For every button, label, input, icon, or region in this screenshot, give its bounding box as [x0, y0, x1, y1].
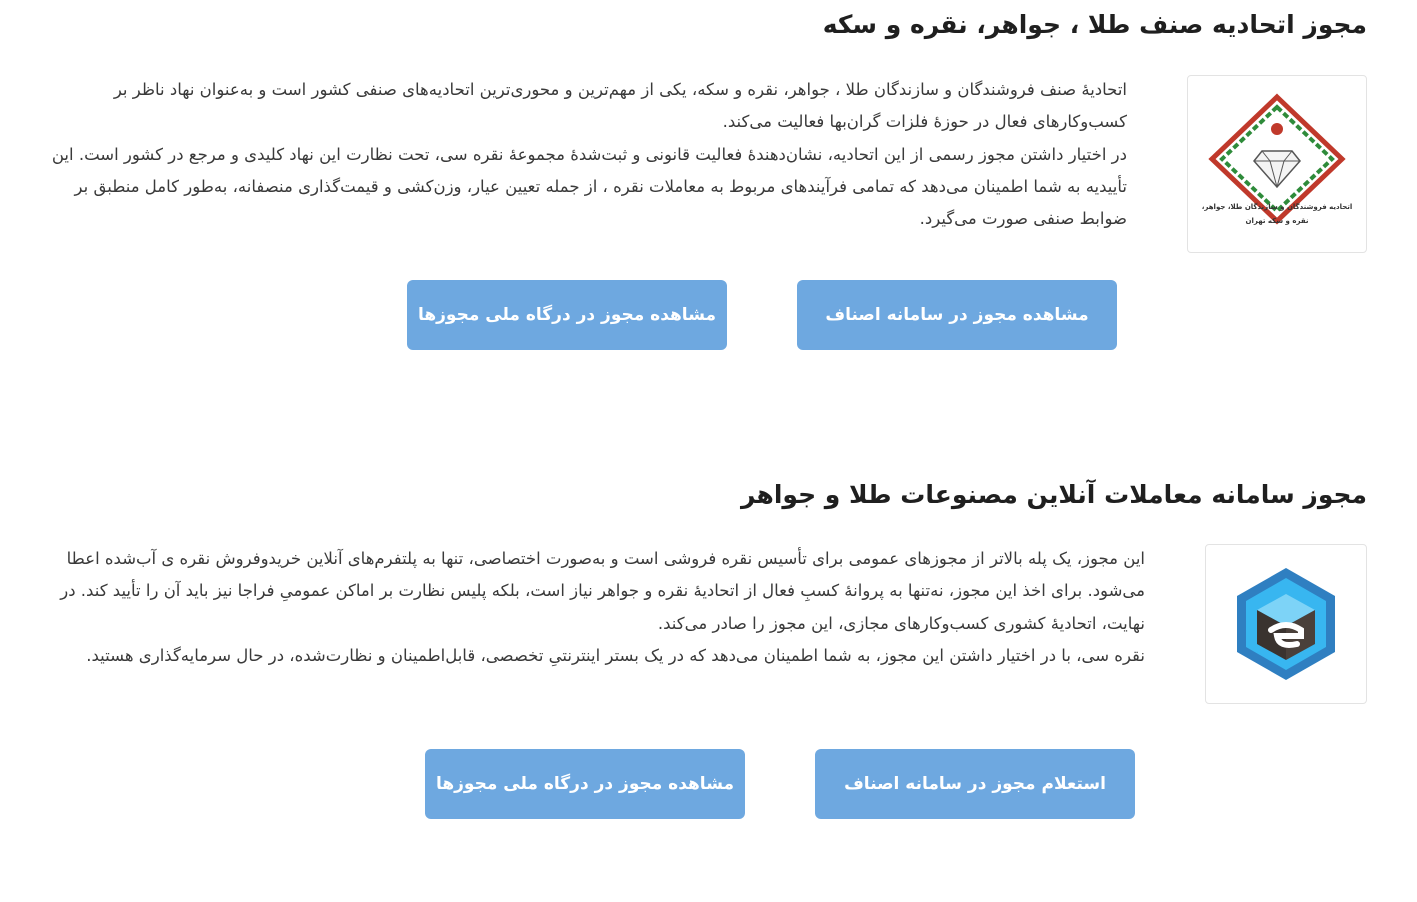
view-license-national-portal-button[interactable]: مشاهده مجوز در درگاه ملی مجوزها — [425, 749, 745, 819]
description-paragraph: در اختیار داشتن مجوز رسمی از این اتحادیه، نشان‌دهندهٔ فعالیت قانونی و ثبت‌شدهٔ مجموعهٔ نقره سی، تحت نظارت این نهاد کلیدی و مرجع در کشور است. این تأییدیه به شما اطمینان می‌دهد که تمامی فرآیندهای مربوط به معاملات نقره ، از جمله تعیین عیار، وزن‌کشی و قیمت‌گذاری منصفانه، به‌طور کامل منطبق بر ضوابط صنفی صورت می‌گیرد. — [51, 144, 1127, 229]
description-paragraph: نقره سی، با در اختیار داشتن این مجوز، به شما اطمینان می‌دهد که در یک بستر اینترنتیِ تخصصی، قابل‌اطمینان و نظارت‌شده، در حال سرمایه‌گذاری هستید. — [86, 645, 1145, 665]
view-license-asnaf-button[interactable]: مشاهده مجوز در سامانه اصناف — [797, 280, 1117, 350]
description-paragraph: اتحادیهٔ صنف فروشندگان و سازندگان طلا ، جواهر، نقره و سکه، یکی از مهم‌ترین و محوری‌ترین اتحادیه‌های صنفی کشور است و به‌عنوان نهاد ناظر بر کسب‌وکارهای فعال در حوزهٔ فلزات گران‌بها فعالیت می‌کند. — [113, 80, 1127, 132]
inquire-license-asnaf-button[interactable]: استعلام مجوز در سامانه اصناف — [815, 749, 1135, 819]
view-license-national-portal-button[interactable]: مشاهده مجوز در درگاه ملی مجوزها — [407, 280, 727, 350]
union-license-section — [0, 0, 1417, 420]
section-title: مجوز سامانه معاملات آنلاین مصنوعات طلا و جواهر — [740, 480, 1367, 509]
logo-caption-line1: اتحادیه فروشندگان و سازندگان طلا، جواهر، — [1201, 203, 1353, 211]
description-paragraph: این مجوز، یک پله بالاتر از مجوزهای عمومی برای تأسیس نقره فروشی است و به‌صورت اختصاصی، تنها به پلتفرم‌های آنلاین خریدوفروش نقره ی آب‌شده اعطا می‌شود. برای اخذ این مجوز، نه‌تنها به پروانهٔ کسبِ فعال از اتحادیهٔ نقره و جواهر نیاز است، بلکه پلیس نظارت بر اماکن عمومیِ فراجا نیز باید آن را تأیید کند. در نهایت، اتحادیهٔ کشوری کسب‌وکارهای مجازی، این مجوز را صادر می‌کند. — [60, 549, 1145, 633]
enamad-logo — [1205, 544, 1367, 704]
enamad-badge-icon — [1231, 564, 1341, 684]
section-description — [27, 74, 1127, 235]
section-title: مجوز اتحادیه صنف طلا ، جواهر، نقره و سکه — [822, 10, 1367, 39]
union-logo — [1187, 75, 1367, 253]
logo-caption-line2: نقره و سکه تهران — [1245, 217, 1309, 225]
online-trading-license-section — [0, 470, 1417, 870]
section-description — [45, 543, 1145, 672]
